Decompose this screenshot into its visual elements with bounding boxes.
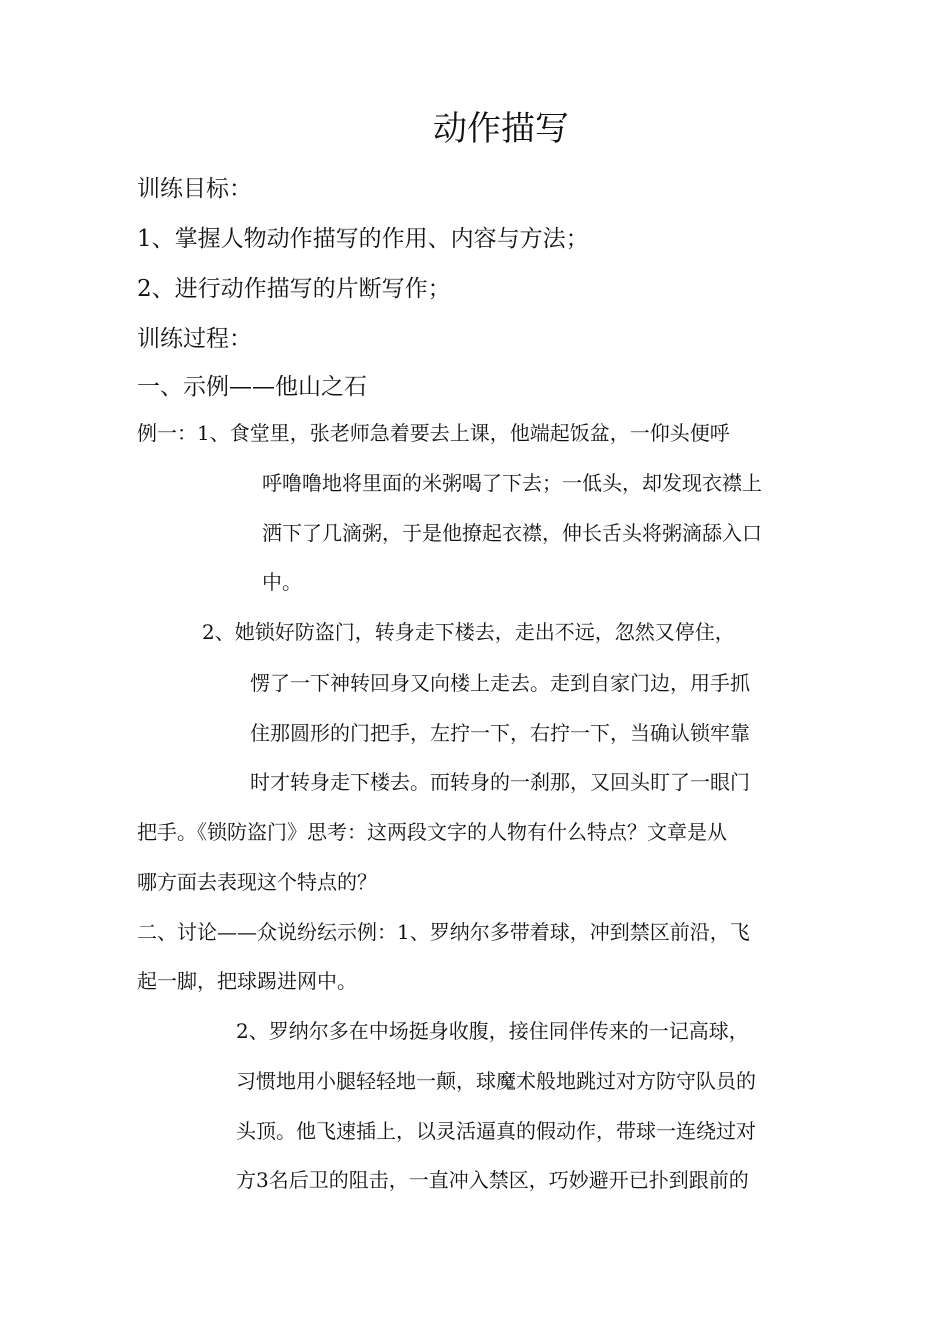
example-paragraph-line: 中。 [262,570,302,594]
example-paragraph-line: 例一：1、食堂里，张老师急着要去上课，他端起饭盆，一仰头便呼 [137,421,730,445]
goal-item-1: 1、掌握人物动作描写的作用、内容与方法； [137,226,589,252]
example-paragraph-line: 呼噜噜地将里面的米粥喝了下去；一低头，却发现衣襟上 [262,471,762,495]
section-two-line: 二、讨论——众说纷纭示例：1、罗纳尔多带着球，冲到禁区前沿，飞 [137,920,750,944]
example-paragraph-line: 把手。《锁防盗门》思考：这两段文字的人物有什么特点？文章是从 [137,820,727,844]
example-paragraph-line: 习惯地用小腿轻轻地一颠，球魔术般地跳过对方防守队员的 [236,1069,756,1093]
example-paragraph-line: 住那圆形的门把手，左拧一下，右拧一下，当确认锁牢靠 [250,721,750,745]
example-paragraph-line: 洒下了几滴粥，于是他撩起衣襟，伸长舌头将粥滴舔入口 [262,521,762,545]
section-two-line: 起一脚，把球踢进网中。 [137,969,357,993]
example-paragraph-line: 时才转身走下楼去。而转身的一刹那，又回头盯了一眼门 [250,770,750,794]
document-title: 动作描写 [433,109,569,149]
example-paragraph-line: 2、她锁好防盗门，转身走下楼去，走出不远，忽然又停住， [202,620,735,644]
example-paragraph-line: 哪方面去表现这个特点的？ [137,870,377,894]
example-paragraph-line: 方3名后卫的阻击，一直冲入禁区，巧妙避开已扑到跟前的 [236,1168,749,1192]
example-paragraph-line: 头顶。他飞速插上，以灵活逼真的假动作，带球一连绕过对 [236,1119,756,1143]
example-paragraph-line: 愣了一下神转回身又向楼上走去。走到自家门边，用手抓 [250,671,750,695]
example-paragraph-line: 2、罗纳尔多在中场挺身收腹，接住同伴传来的一记高球， [236,1019,749,1043]
training-process-heading: 训练过程： [137,326,252,352]
goal-item-2: 2、进行动作描写的片断写作； [137,276,451,302]
training-goals-heading: 训练目标： [137,176,252,202]
section-one-heading: 一、示例——他山之石 [137,374,367,400]
